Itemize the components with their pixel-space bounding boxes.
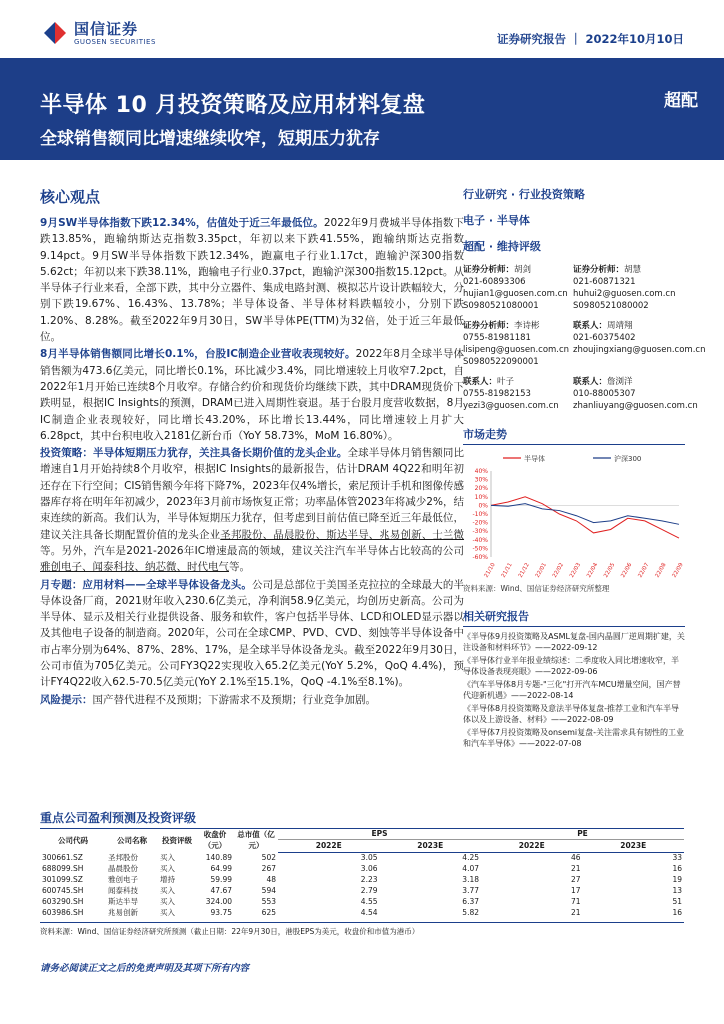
col-mcap: 总市值（亿元）: [237, 830, 275, 850]
col-pe: PE: [481, 828, 684, 840]
col-pe-2022: 2022E: [481, 840, 583, 852]
legend-label: 沪深300: [614, 455, 642, 463]
col-code: 公司代码: [58, 835, 88, 845]
table-cell: 5.82: [462, 908, 479, 917]
y-tick-label: -60%: [472, 554, 488, 561]
y-tick-label: 30%: [474, 476, 488, 484]
table-cell: 140.89: [205, 853, 232, 862]
table-cell: 16: [672, 908, 682, 917]
x-tick-label: 22/04: [586, 562, 600, 579]
analyst-cert: S0980522090001: [463, 357, 539, 367]
y-tick-label: 0%: [478, 502, 488, 510]
table-cell: 2.23: [360, 875, 378, 884]
table-cell: 300661.SZ: [42, 853, 83, 862]
table-cell: 买入: [160, 897, 175, 906]
table-cell: 603986.SH: [42, 908, 84, 917]
report-date: ——2022-08-14: [511, 691, 574, 700]
report-link[interactable]: 《半导体9月投资策略及ASML复盘-国内晶圆厂逆周期扩建，关注设备和材料环节》: [463, 632, 685, 652]
paragraph-body: 国产替代进程不及预期；下游需求不及预期；行业竞争加剧。: [92, 693, 376, 706]
x-tick-label: 21/11: [500, 562, 514, 579]
contact-email[interactable]: yezi3@guosen.com.cn: [463, 401, 559, 411]
analyst-card: [463, 264, 573, 312]
analyst-phone: 021-60871321: [573, 277, 636, 287]
analyst-email[interactable]: hujian1@guosen.com.cn: [463, 289, 568, 299]
title-banner: [0, 58, 724, 160]
sidebar: [463, 186, 706, 751]
analyst-email[interactable]: lisipeng@guosen.com.cn: [463, 345, 570, 355]
y-tick-label: 10%: [474, 493, 488, 501]
y-tick-label: 20%: [474, 485, 488, 493]
table-cell: 625: [261, 908, 276, 917]
analyst-cert: S0980521080001: [463, 301, 539, 311]
contact-card: [573, 320, 706, 368]
col-eps-2023: 2023E: [380, 840, 482, 852]
rating-text: 超配 · 维持评级: [463, 240, 541, 253]
paragraph-body: 公司是总部位于美国圣克拉拉的全球最大的半导体设备厂商，2021财年收入230.6亿美元，净利润58.9亿美元，均创历史新高。公司为半导体、显示及相关行业提供设备、服务和软件，客户包括半导体、LCD和OLED显示器以及其他电子设备的制造商。2020年，公司在全球CMP、PVD、CVD、刻蚀等半导体设备中市占率分别为64%、87%、28%、17%，是全球半导体设备龙头。截至2022年9月30日，公司市值为705亿美元。公司FY3Q22实现收入65.2亿美元(YoY 5.2%，QoQ 4.4%)，预计FY4Q22收入62.5-70.5亿美元(YoY 2.1%至15.1%，QoQ -4.1%至8.1%)。: [40, 578, 464, 689]
paragraph-body: 全球半导体月销售额同比增速自1月开始持续8个月收窄，根据IC Insights的最新报告，估计DRAM 4Q22和明年初还存在下行空间；CIS销售额今年将下降7%，2023年仅4%增长，索尼预计手机和图像传感器库存将在明年年初减少，2023年3月前市场恢复正常；功率晶体管2023年将减少2%，结束连续的新高。我们认为，半导体短期压力犹存，但考虑到目前估值已降至近三年最低位，建议关注具备长期配置价值的龙头企业: [40, 447, 465, 541]
table-cell: 3.05: [360, 853, 378, 863]
related-reports-heading: 相关研究报告: [463, 608, 685, 627]
table-cell: 33: [672, 853, 682, 863]
table-cell: 4.54: [360, 908, 378, 917]
analyst-role: 证券分析师：: [463, 321, 515, 331]
related-report-item[interactable]: [463, 679, 685, 701]
contact-phone: 010-88005307: [573, 389, 636, 399]
table-cell: 雅创电子: [108, 875, 138, 884]
table-cell: 600745.SH: [42, 886, 84, 895]
paragraph-risk: [40, 692, 464, 708]
table-cell: 27: [570, 875, 581, 884]
paragraph-body-mid: 等。另外，汽车是2021-2026年IC增速最高的领域，建议关注汽车半导体占比较高的公司: [40, 544, 464, 557]
table-cell: 4.55: [360, 897, 378, 906]
table-cell: 晶晨股份: [108, 864, 138, 873]
y-tick-label: -50%: [472, 545, 488, 553]
table-cell: 553: [261, 897, 276, 906]
paragraph-strategy: [40, 445, 464, 575]
analyst-name: 胡剑: [514, 265, 532, 275]
contact-phone: 0755-81982153: [463, 389, 531, 399]
logo-text-cn: 国信证券: [74, 20, 139, 38]
table-cell: 59.99: [210, 875, 232, 884]
x-tick-label: 21/12: [517, 562, 531, 579]
core-views-heading: 核心观点: [40, 188, 101, 206]
table-cell: 增持: [160, 875, 175, 884]
report-link[interactable]: 《半导体8月投资策略及意法半导体复盘-推荐工业和汽车半导体以及上游设备、材料》: [463, 704, 679, 724]
analyst-role: 证券分析师：: [573, 265, 625, 275]
series-line: [491, 497, 679, 538]
table-cell: 买入: [160, 864, 175, 873]
contact-name: 叶子: [497, 377, 515, 387]
analyst-phone: 0755-81981181: [463, 333, 531, 343]
contact-name: 周靖翔: [607, 321, 633, 331]
report-subtitle: 全球销售额同比增速继续收窄，短期压力犹存: [40, 129, 380, 149]
report-title: 半导体 10 月投资策略及应用材料复盘: [40, 93, 426, 118]
table-source: 资料来源：Wind、国信证券经济研究所预测（截止日期：22年9月30日，港股EPS为美元，收盘价和市值为港币）: [40, 922, 684, 937]
y-tick-label: -10%: [472, 511, 488, 518]
x-tick-label: 22/03: [569, 562, 583, 579]
col-name: 公司名称: [117, 835, 147, 845]
related-report-item[interactable]: [463, 727, 685, 749]
paragraph-topic: [40, 577, 464, 691]
contact-card: [463, 376, 573, 412]
table-cell: 13: [672, 886, 682, 895]
x-tick-label: 22/07: [637, 562, 651, 579]
y-tick-label: -30%: [472, 528, 488, 536]
table-row: [40, 885, 684, 896]
report-link[interactable]: 《半导体行业半年报业绩综述：二季度收入同比增速收窄，半导体设备表现亮眼》: [463, 656, 679, 676]
paragraph-body-end: 等。: [229, 561, 250, 574]
table-cell: 3.77: [462, 886, 479, 895]
table-row: [40, 896, 684, 907]
table-body: [40, 852, 684, 918]
table-cell: 267: [261, 864, 276, 873]
contact-role: 联系人：: [573, 321, 608, 331]
table-cell: 2.79: [360, 886, 378, 895]
table-cell: 斯达半导: [108, 897, 138, 906]
market-trend-chart: [463, 449, 685, 581]
report-date: ——2022-08-09: [551, 715, 614, 724]
x-tick-label: 22/01: [534, 562, 548, 579]
table-cell: 4.07: [462, 864, 479, 873]
analyst-list: [463, 264, 706, 412]
contact-card: [573, 376, 698, 412]
table-cell: 买入: [160, 908, 175, 917]
table-cell: 兆易创新: [108, 908, 138, 917]
company-forecast-table: [40, 828, 684, 918]
col-price: 收盘价（元）: [203, 830, 227, 850]
table-row: [40, 863, 684, 874]
paragraph-lead: 风险提示：: [40, 693, 93, 706]
report-type-date: 证券研究报告 ｜ 2022年10月10日: [496, 32, 684, 46]
x-tick-label: 22/06: [620, 562, 634, 579]
table-cell: 502: [261, 853, 276, 862]
recommended-stocks-2: 雅创电子、闻泰科技、纳芯微、时代电气: [40, 561, 229, 574]
table-cell: 688099.SH: [42, 864, 84, 873]
trend-chart-svg: [463, 449, 685, 581]
table-row: [40, 907, 684, 918]
analyst-role: 证券分析师：: [463, 265, 515, 275]
logo-text-en: GUOSEN SECURITIES: [74, 38, 156, 46]
col-pe-2023: 2023E: [583, 840, 685, 852]
disclaimer-footer: 请务必阅读正文之后的免责声明及其项下所有内容: [40, 963, 250, 974]
paragraph-lead: 月专题：应用材料——全球半导体设备龙头。: [40, 578, 252, 591]
table-cell: 买入: [160, 853, 175, 862]
related-report-item[interactable]: [463, 631, 685, 653]
chart-source: 资料来源：Wind、国信证券经济研究所整理: [463, 584, 610, 593]
y-tick-label: 40%: [474, 468, 488, 475]
analyst-card: [573, 264, 685, 312]
legend-label: 半导体: [524, 455, 545, 463]
table-cell: 64.99: [210, 864, 232, 873]
table-cell: 93.75: [210, 908, 232, 917]
paragraph-body: 2022年8月全球半导体销售额为473.6亿美元，同比增长0.1%，环比减少3.4%，同比增速较上月收窄7.2pct，自2022年1月开始已连续8个月收窄。存储合约价和现货价均继续下跌，其中DRAM现货价下跌明显，根据IC Insights的预测，DRAM已进入周期性衰退。基于台股月度营收数据，8月IC制造企业表现较好，同比增长43.20%，环比增长13.44%，同比增速较上月扩大6.28pct，其中台积电收入2181亿新台币（YoY 58.73%，MoM 16.80%）。: [40, 348, 464, 442]
market-trend-heading: 市场走势: [463, 426, 685, 445]
paragraph-lead: 投资策略：半导体短期压力犹存，关注具备长期价值的龙头企业。: [40, 447, 348, 460]
page-header: [0, 0, 724, 58]
analyst-card: [463, 320, 573, 368]
table-cell: 603290.SH: [42, 897, 84, 906]
table-cell: 17: [570, 886, 581, 895]
table-cell: 19: [672, 875, 682, 884]
table-cell: 47.67: [210, 886, 232, 895]
related-reports-list: [463, 631, 685, 749]
table-cell: 324.00: [205, 897, 232, 906]
table-cell: 6.37: [462, 897, 479, 906]
company-table-title: 重点公司盈利预测及投资评级: [40, 809, 684, 829]
report-link[interactable]: 《汽车半导体8月专题-"三化"打开汽车MCU增量空间，国产替代迎新机遇》: [463, 680, 681, 700]
y-tick-label: -40%: [472, 536, 488, 544]
paragraph-index: [40, 215, 464, 345]
table-cell: 3.18: [462, 875, 479, 884]
table-cell: 594: [261, 886, 276, 895]
col-eps: EPS: [278, 828, 481, 840]
contact-role: 联系人：: [463, 377, 498, 387]
core-views-section: [40, 186, 464, 709]
contact-phone: 021-60375402: [573, 333, 636, 343]
contact-email[interactable]: zhanliuyang@guosen.com.cn: [573, 401, 698, 411]
paragraph-lead: 8月半导体销售额同比增长0.1%，台股IC制造企业营收表现较好。: [40, 348, 356, 361]
contact-role: 联系人：: [573, 377, 608, 387]
report-link[interactable]: 《半导体7月投资策略及onsemi复盘-关注需求具有韧性的工业和汽车半导体》: [463, 728, 685, 748]
paragraph-sales: [40, 346, 464, 444]
paragraph-body: 2022年9月费城半导体指数下跌13.85%，跑输纳斯达克指数3.35pct，年初以来下跌41.55%，跑输纳斯达克指数9.14pct。9月SW半导体指数下跌12.34%，跑赢电子行业1.17ct，跑输沪深300指数5.62ct；年初以来下跌38.11%，跑输电子行业0.37pct，跑输沪深300指数15.12pct。从半导体子行业来看，全部下跌，其中分立器件、集成电路封测、模拟芯片设计跌幅较大，分别下跌19.67%、16.43%、13.78%；半导体设备、半导体材料跌幅较小，分别下跌1.20%、8.28%。截至2022年9月30日，SW半导体PE(TTM)为32倍，处于近三年最低位。: [40, 217, 464, 344]
report-date: ——2022-07-08: [519, 739, 582, 748]
table-cell: 301099.SZ: [42, 875, 83, 884]
table-cell: 71: [570, 897, 581, 906]
table-cell: 46: [570, 853, 581, 863]
table-cell: 3.06: [360, 864, 378, 873]
table-cell: 48: [266, 875, 276, 884]
guosen-logo-icon: [42, 20, 68, 46]
report-date: ——2022-09-06: [535, 667, 598, 676]
sector-name: 电子 · 半导体: [463, 214, 530, 227]
analyst-email[interactable]: huhui2@guosen.com.cn: [573, 289, 676, 299]
analyst-phone: 021-60893306: [463, 277, 526, 287]
col-rating: 投资评级: [162, 835, 192, 845]
analyst-name: 李诗彬: [514, 321, 540, 331]
analyst-name: 胡慧: [624, 265, 642, 275]
related-report-item[interactable]: [463, 655, 685, 677]
x-tick-label: 22/05: [603, 562, 617, 579]
col-eps-2022: 2022E: [278, 840, 380, 852]
table-cell: 4.25: [462, 853, 479, 863]
x-tick-label: 22/08: [654, 562, 668, 579]
analyst-cert: S0980521080002: [573, 301, 649, 311]
table-cell: 16: [672, 864, 682, 873]
x-tick-label: 22/09: [671, 562, 685, 579]
series-line: [491, 504, 679, 525]
x-tick-label: 22/02: [551, 562, 566, 579]
recommended-stocks-1: 圣邦股份、晶晨股份、斯达半导、兆易创新、士兰微: [220, 528, 465, 541]
table-cell: 闻泰科技: [108, 886, 138, 895]
paragraph-lead: 9月SW半导体指数下跌12.34%，估值处于近三年最低位。: [40, 217, 324, 229]
table-cell: 圣邦股份: [108, 853, 138, 862]
table-cell: 51: [672, 897, 682, 906]
related-report-item[interactable]: [463, 703, 685, 725]
y-tick-label: -20%: [472, 519, 488, 527]
contact-name: 詹浏洋: [607, 377, 633, 387]
rating-badge: 超配: [664, 91, 698, 111]
contact-email[interactable]: zhoujingxiang@guosen.com.cn: [573, 345, 706, 355]
report-date: ——2022-09-12: [535, 643, 598, 652]
table-row: [40, 874, 684, 885]
table-cell: 买入: [160, 886, 175, 895]
report-category: 行业研究 · 行业投资策略: [463, 188, 585, 201]
table-cell: 21: [570, 908, 581, 917]
x-tick-label: 21/10: [483, 562, 497, 579]
table-row: [40, 852, 684, 863]
table-cell: 21: [570, 864, 581, 873]
